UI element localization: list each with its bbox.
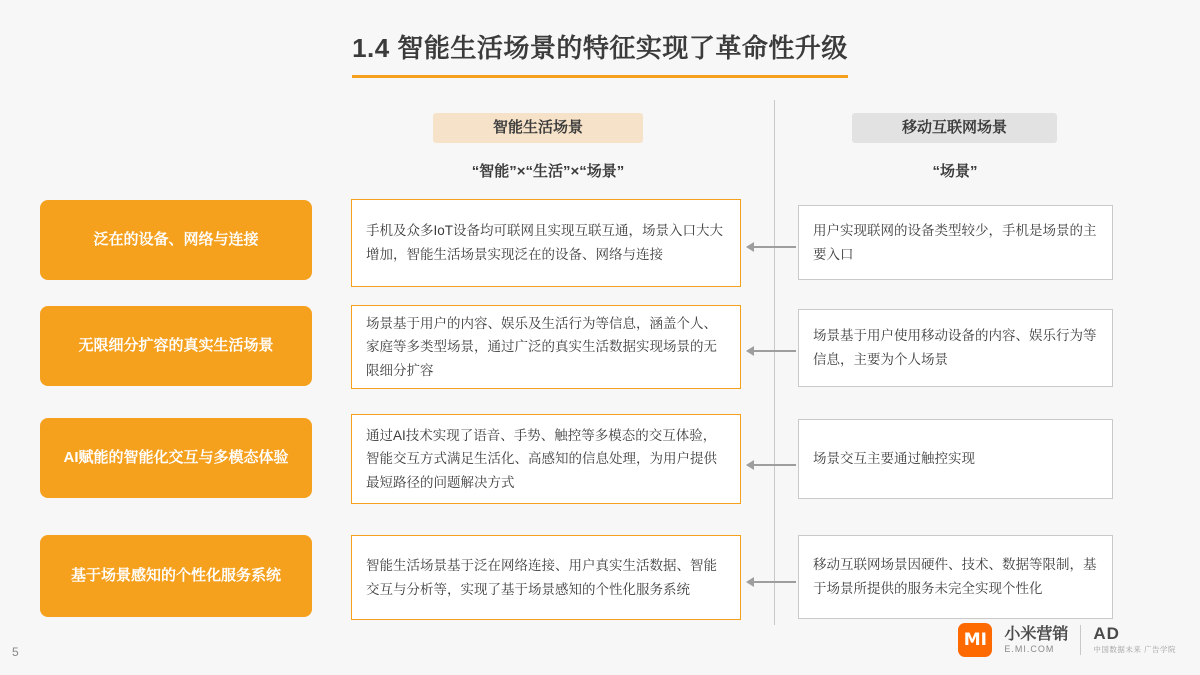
- ad-brand-sub: 中国数据未来 广告学院: [1093, 644, 1176, 654]
- mi-brand-en: E.MI.COM: [1004, 643, 1055, 654]
- smart-life-description: 手机及众多IoT设备均可联网且实现互联互通，场景入口大大增加，智能生活场景实现泛在的设备、网络与连接: [351, 199, 741, 287]
- column-subtitle-mobile-internet: “场景”: [932, 163, 978, 180]
- category-box: 基于场景感知的个性化服务系统: [40, 535, 312, 617]
- ad-brand-mark: AD: [1093, 624, 1120, 644]
- diagram-row: [0, 200, 1200, 280]
- diagram-row: [0, 535, 1200, 615]
- category-box: AI赋能的智能化交互与多模态体验: [40, 418, 312, 498]
- column-subtitle-smart-life: “智能”×“生活”×“场景”: [471, 163, 625, 180]
- smart-life-description: 场景基于用户的内容、娱乐及生活行为等信息，涵盖个人、家庭等多类型场景，通过广泛的真实生活数据实现场景的无限细分扩容: [351, 305, 741, 389]
- logo-divider: [1080, 625, 1081, 655]
- arrow-icon: [746, 460, 796, 470]
- diagram-row: [0, 418, 1200, 498]
- smart-life-description: 智能生活场景基于泛在网络连接、用户真实生活数据、智能交互与分析等，实现了基于场景感知的个性化服务系统: [351, 535, 741, 620]
- ad-brand-text: [1093, 625, 1176, 655]
- page-title: 1.4 智能生活场景的特征实现了革命性升级: [352, 28, 848, 78]
- mobile-internet-description: 场景基于用户使用移动设备的内容、娱乐行为等信息，主要为个人场景: [798, 309, 1113, 387]
- mobile-internet-description: 场景交互主要通过触控实现: [798, 419, 1113, 499]
- category-box: 无限细分扩容的真实生活场景: [40, 306, 312, 386]
- category-box: 泛在的设备、网络与连接: [40, 200, 312, 280]
- mi-logo-icon: MI: [958, 623, 992, 657]
- arrow-icon: [746, 577, 796, 587]
- mi-brand-text: [1004, 626, 1068, 654]
- page-number: 5: [12, 645, 19, 659]
- diagram-row: [0, 306, 1200, 386]
- mobile-internet-description: 移动互联网场景因硬件、技术、数据等限制，基于场景所提供的服务未完全实现个性化: [798, 535, 1113, 619]
- mobile-internet-description: 用户实现联网的设备类型较少，手机是场景的主要入口: [798, 205, 1113, 280]
- smart-life-description: 通过AI技术实现了语音、手势、触控等多模态的交互体验，智能交互方式满足生活化、高感知的信息处理，为用户提供最短路径的问题解决方式: [351, 414, 741, 504]
- arrow-icon: [746, 242, 796, 252]
- footer-logo: [958, 623, 1176, 657]
- column-header-mobile-internet: 移动互联网场景: [852, 113, 1057, 143]
- column-header-smart-life: 智能生活场景: [433, 113, 643, 143]
- mi-brand-cn: 小米营销: [1004, 626, 1069, 644]
- arrow-icon: [746, 346, 796, 356]
- page-title-container: [0, 28, 1200, 78]
